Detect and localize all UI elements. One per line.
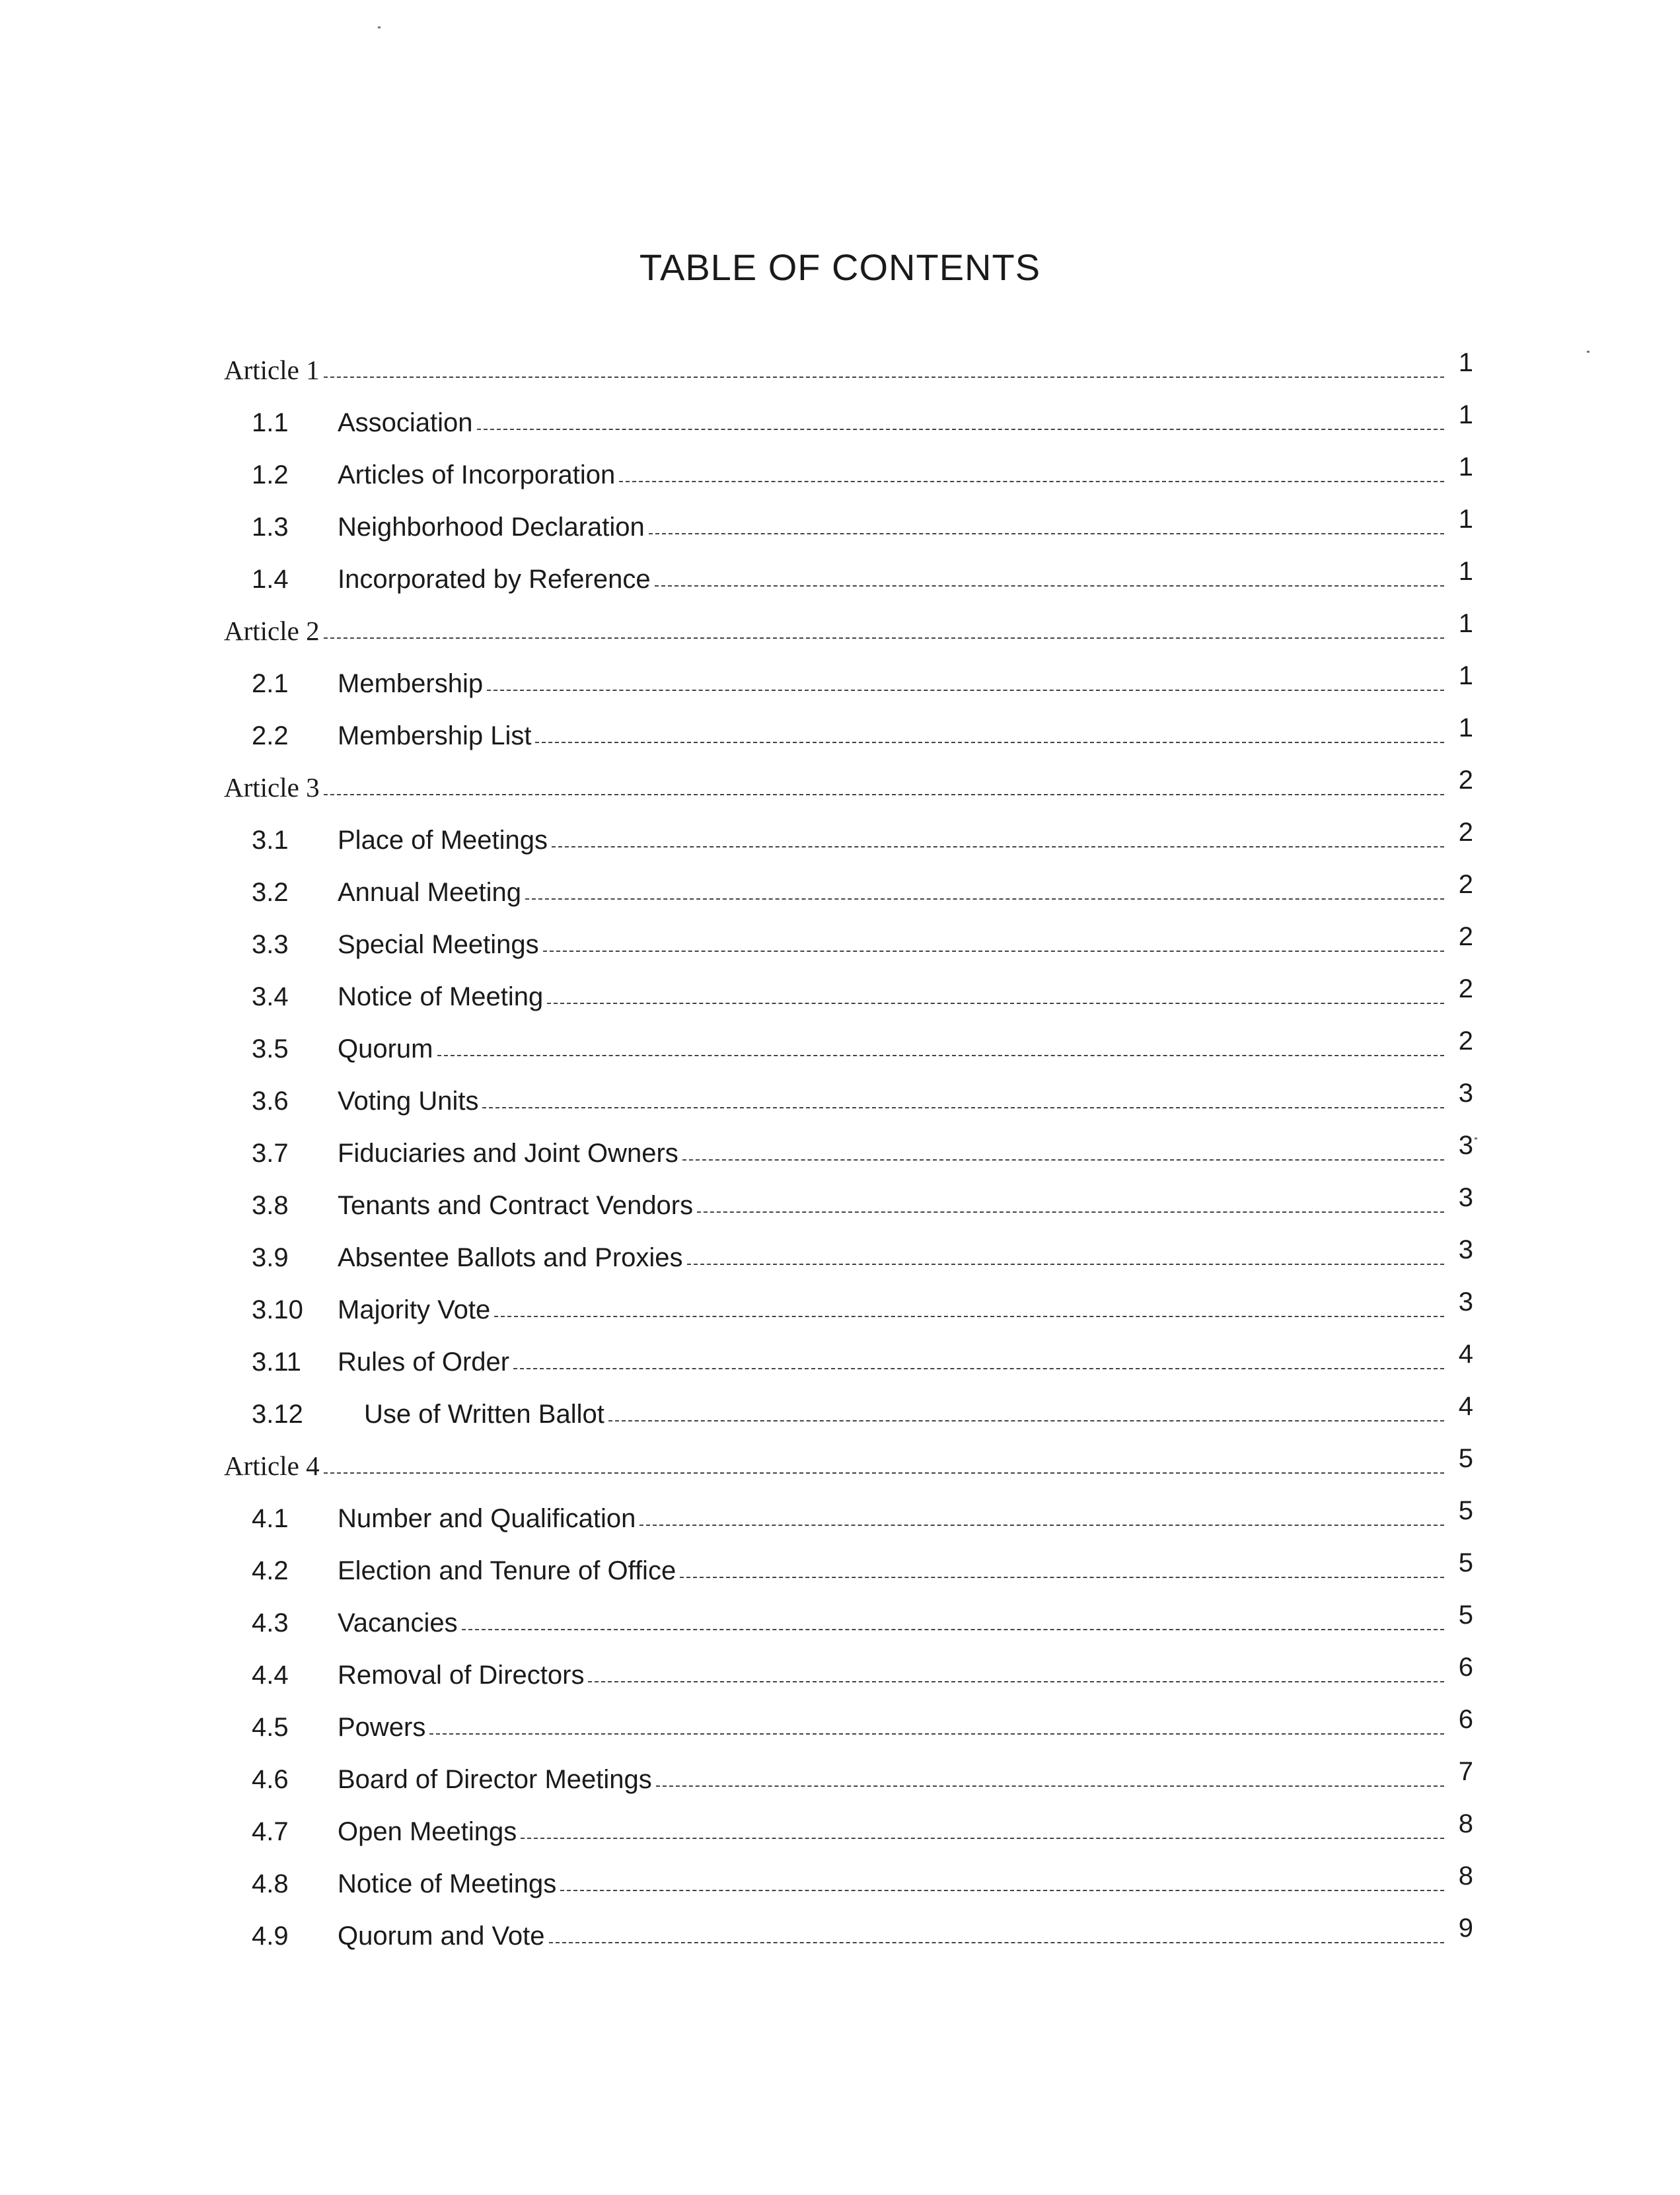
toc-page-number: 1 (1458, 452, 1473, 482)
toc-section-label: Neighborhood Declaration (338, 513, 645, 542)
toc-section-number: 4.6 (252, 1765, 289, 1794)
toc-page-number: 3 (1458, 1183, 1473, 1212)
toc-dot-leader (687, 1263, 1444, 1265)
toc-page-number: 1 (1458, 557, 1473, 586)
toc-dot-leader (549, 1941, 1444, 1943)
toc-section-row (221, 1012, 1473, 1064)
toc-section-row (221, 490, 1473, 542)
toc-section-number: 3.2 (252, 878, 289, 907)
toc-dot-leader (487, 689, 1444, 691)
toc-page-number: 2 (1458, 818, 1473, 847)
toc-page-number: 5 (1458, 1496, 1473, 1525)
toc-dot-leader (482, 1106, 1444, 1108)
toc-section-row (221, 1534, 1473, 1586)
toc-dot-leader (429, 1733, 1444, 1735)
toc-section-label: Membership (338, 669, 484, 698)
toc-section-label: Removal of Directors (338, 1661, 585, 1690)
toc-section-row (221, 1847, 1473, 1899)
scan-speck (1587, 351, 1589, 353)
toc-dot-leader (324, 637, 1444, 639)
toc-page-number: 2 (1458, 922, 1473, 951)
toc-dot-leader (656, 1785, 1444, 1787)
toc-section-label: Powers (338, 1713, 426, 1742)
toc-section-label: Notice of Meetings (338, 1869, 557, 1898)
toc-page-number: 4 (1458, 1340, 1473, 1369)
toc-section-number: 3.8 (252, 1191, 289, 1220)
toc-section-row (221, 1325, 1473, 1377)
toc-section-label: Membership List (338, 721, 532, 750)
toc-section-number: 3.11 (252, 1348, 301, 1377)
toc-dot-leader (547, 1002, 1444, 1004)
toc-section-number: 3.3 (252, 930, 289, 959)
toc-dot-leader (535, 741, 1444, 743)
toc-section-row (221, 699, 1473, 751)
toc-section-label: Rules of Order (338, 1348, 510, 1377)
toc-page-number: 5 (1458, 1601, 1473, 1630)
toc-dot-leader (521, 1837, 1444, 1839)
toc-page-number: 2 (1458, 870, 1473, 899)
toc-section-row (221, 1064, 1473, 1116)
toc-dot-leader (525, 898, 1444, 900)
toc-article-label: Article 3 (224, 772, 320, 803)
toc-section-number: 3.6 (252, 1087, 289, 1116)
toc-section-row (221, 1116, 1473, 1169)
toc-page-number: 1 (1458, 505, 1473, 534)
toc-page-number: 3 (1458, 1131, 1473, 1160)
toc-dot-leader (649, 532, 1444, 534)
toc-page-number: 1 (1458, 348, 1473, 377)
toc-dot-leader (324, 793, 1444, 795)
toc-page-number: 9 (1458, 1914, 1473, 1943)
toc-page-number: 6 (1458, 1705, 1473, 1734)
toc-section-number: 3.5 (252, 1034, 289, 1063)
scan-speck (1475, 1137, 1477, 1139)
toc-section-number: 4.8 (252, 1869, 289, 1898)
toc-dot-leader (437, 1054, 1445, 1056)
toc-section-row (221, 647, 1473, 699)
toc-section-number: 3.9 (252, 1243, 289, 1272)
toc-page-number: 6 (1458, 1653, 1473, 1682)
toc-section-number: 2.1 (252, 669, 289, 698)
toc-section-number: 1.2 (252, 460, 289, 489)
toc-section-number: 1.3 (252, 513, 289, 542)
toc-page-number: 8 (1458, 1809, 1473, 1838)
toc-dot-leader (619, 480, 1444, 482)
toc-section-number: 3.12 (252, 1400, 303, 1429)
toc-section-row (221, 1795, 1473, 1847)
toc-section-label: Notice of Meeting (338, 982, 544, 1011)
toc-section-number: 4.3 (252, 1608, 289, 1637)
toc-section-label: Number and Qualification (338, 1504, 636, 1533)
toc-dot-leader (697, 1211, 1444, 1213)
toc-section-number: 1.1 (252, 408, 289, 437)
toc-section-number: 3.7 (252, 1139, 289, 1168)
toc-section-label: Open Meetings (338, 1817, 517, 1846)
toc-section-row (221, 960, 1473, 1012)
toc-dot-leader (324, 1472, 1444, 1474)
toc-section-row (221, 1377, 1473, 1429)
toc-article-row (221, 1429, 1473, 1482)
toc-section-number: 3.10 (252, 1295, 303, 1324)
toc-section-row (221, 1169, 1473, 1221)
toc-page-number: 1 (1458, 713, 1473, 742)
toc-page-number: 1 (1458, 609, 1473, 638)
toc-article-label: Article 1 (224, 355, 320, 385)
toc-page-number: 2 (1458, 766, 1473, 795)
toc-article-row (221, 594, 1473, 647)
toc-section-row (221, 1638, 1473, 1690)
toc-section-label: Voting Units (338, 1087, 479, 1116)
toc-article-label: Article 2 (224, 616, 320, 646)
toc-section-row (221, 1273, 1473, 1325)
toc-page-number: 3 (1458, 1235, 1473, 1264)
toc-page-number: 5 (1458, 1444, 1473, 1473)
toc-section-number: 1.4 (252, 565, 289, 594)
toc-dot-leader (543, 950, 1444, 952)
toc-section-label: Tenants and Contract Vendors (338, 1191, 694, 1220)
toc-section-number: 4.1 (252, 1504, 289, 1533)
toc-page-number: 2 (1458, 974, 1473, 1003)
toc-section-number: 3.4 (252, 982, 289, 1011)
toc-dot-leader (639, 1524, 1444, 1526)
toc-section-row (221, 1586, 1473, 1638)
toc-dot-leader (477, 428, 1444, 430)
toc-article-row (221, 751, 1473, 803)
toc-section-row (221, 1690, 1473, 1743)
toc-page-number: 1 (1458, 661, 1473, 690)
toc-section-label: Fiduciaries and Joint Owners (338, 1139, 678, 1168)
toc-dot-leader (680, 1576, 1444, 1578)
toc-section-number: 4.9 (252, 1922, 289, 1951)
toc-dot-leader (462, 1628, 1444, 1630)
toc-dot-leader (513, 1367, 1444, 1369)
toc-dot-leader (682, 1159, 1444, 1161)
toc-section-label: Quorum (338, 1034, 433, 1063)
toc-section-number: 4.7 (252, 1817, 289, 1846)
toc-section-label: Absentee Ballots and Proxies (338, 1243, 683, 1272)
toc-section-label: Place of Meetings (338, 826, 548, 855)
toc-section-label: Incorporated by Reference (338, 565, 651, 594)
toc-page-number: 1 (1458, 400, 1473, 429)
toc-page-number: 3 (1458, 1287, 1473, 1316)
toc-dot-leader (608, 1420, 1444, 1421)
toc-section-number: 4.5 (252, 1713, 289, 1742)
toc-section-row (221, 803, 1473, 855)
toc-section-row (221, 908, 1473, 960)
toc-dot-leader (588, 1680, 1444, 1682)
toc-page-number: 2 (1458, 1026, 1473, 1056)
toc-article-label: Article 4 (224, 1451, 320, 1481)
toc-article-row (221, 334, 1473, 386)
toc-dot-leader (324, 376, 1444, 378)
toc-section-label: Articles of Incorporation (338, 460, 616, 489)
toc-section-label: Use of Written Ballot (364, 1400, 604, 1429)
toc-page-number: 4 (1458, 1392, 1473, 1421)
toc-page-number: 8 (1458, 1861, 1473, 1890)
toc-dot-leader (494, 1315, 1444, 1317)
toc-page-number: 5 (1458, 1548, 1473, 1577)
toc-dot-leader (655, 585, 1444, 587)
toc-section-number: 4.4 (252, 1661, 289, 1690)
toc-page-number: 3 (1458, 1079, 1473, 1108)
toc-section-row (221, 386, 1473, 438)
toc-page-number: 7 (1458, 1757, 1473, 1786)
toc-section-number: 3.1 (252, 826, 289, 855)
toc-dot-leader (552, 846, 1444, 847)
table-of-contents (221, 334, 1473, 1951)
scan-speck (378, 26, 381, 28)
toc-section-number: 4.2 (252, 1556, 289, 1585)
toc-section-label: Majority Vote (338, 1295, 491, 1324)
toc-section-row (221, 855, 1473, 908)
toc-section-label: Vacancies (338, 1608, 458, 1637)
toc-section-label: Special Meetings (338, 930, 539, 959)
toc-section-label: Association (338, 408, 473, 437)
toc-section-row (221, 542, 1473, 594)
toc-section-row (221, 438, 1473, 490)
page-title: TABLE OF CONTENTS (639, 246, 1041, 288)
toc-section-row (221, 1482, 1473, 1534)
toc-dot-leader (560, 1889, 1444, 1891)
toc-section-label: Board of Director Meetings (338, 1765, 652, 1794)
toc-section-label: Election and Tenure of Office (338, 1556, 676, 1585)
toc-section-row (221, 1743, 1473, 1795)
toc-section-label: Annual Meeting (338, 878, 521, 907)
toc-section-row (221, 1899, 1473, 1951)
toc-section-label: Quorum and Vote (338, 1922, 545, 1951)
toc-section-row (221, 1221, 1473, 1273)
toc-section-number: 2.2 (252, 721, 289, 750)
